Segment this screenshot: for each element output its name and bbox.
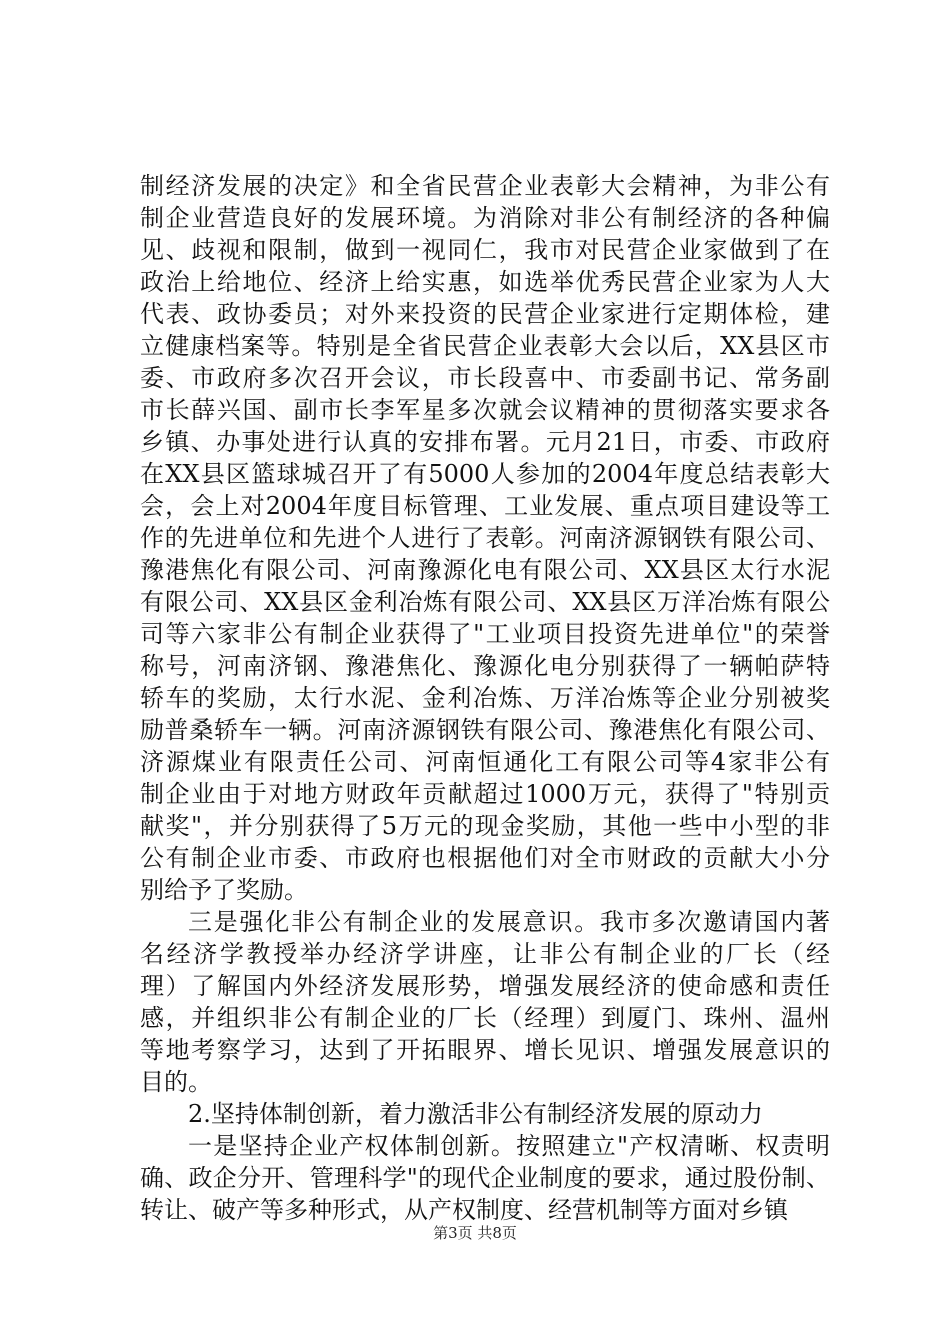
text-line: 有限公司、XX县区金利冶炼有限公司、XX县区万洋冶炼有限公 bbox=[140, 588, 830, 616]
text-line: 乡镇、办事处进行认真的安排布署。元月21日，市委、市政府 bbox=[140, 428, 830, 456]
text-line: 代表、政协委员；对外来投资的民营企业家进行定期体检，建 bbox=[140, 300, 830, 328]
text-line: 献奖"，并分别获得了5万元的现金奖励，其他一些中小型的非 bbox=[140, 812, 830, 840]
paragraph bbox=[140, 1130, 830, 1226]
text-line: 公有制企业市委、市政府也根据他们对全市财政的贡献大小分 bbox=[140, 844, 830, 872]
text-line: 立健康档案等。特别是全省民营企业表彰大会以后，XX县区市 bbox=[140, 332, 830, 360]
text-line: 豫港焦化有限公司、河南豫源化电有限公司、XX县区太行水泥 bbox=[140, 556, 830, 584]
text-line: 三是强化非公有制企业的发展意识。我市多次邀请国内著 bbox=[188, 908, 830, 936]
text-line: 理）了解国内外经济发展形势，增强发展经济的使命感和责任 bbox=[140, 972, 830, 1000]
paragraph bbox=[140, 170, 830, 906]
text-line: 转让、破产等多种形式，从产权制度、经营机制等方面对乡镇 bbox=[140, 1196, 788, 1224]
text-line: 一是坚持企业产权体制创新。按照建立"产权清晰、权责明 bbox=[188, 1132, 830, 1160]
text-line: 称号，河南济钢、豫港焦化、豫源化电分别获得了一辆帕萨特 bbox=[140, 652, 830, 680]
text-line: 确、政企分开、管理科学"的现代企业制度的要求，通过股份制、 bbox=[140, 1164, 830, 1192]
text-line: 作的先进单位和先进个人进行了表彰。河南济源钢铁有限公司、 bbox=[140, 524, 830, 552]
text-line: 见、歧视和限制，做到一视同仁，我市对民营企业家做到了在 bbox=[140, 236, 830, 264]
paragraph bbox=[140, 906, 830, 1098]
text-line: 制企业由于对地方财政年贡献超过1000万元，获得了"特别贡 bbox=[140, 780, 830, 808]
page-footer: 第3页 共8页 bbox=[433, 1224, 517, 1242]
text-line: 会，会上对2004年度目标管理、工业发展、重点项目建设等工 bbox=[140, 492, 830, 520]
text-line: 名经济学教授举办经济学讲座，让非公有制企业的厂长（经 bbox=[140, 940, 830, 968]
text-line: 济源煤业有限责任公司、河南恒通化工有限公司等4家非公有 bbox=[140, 748, 830, 776]
text-line: 目的。 bbox=[140, 1068, 212, 1096]
text-line: 2.坚持体制创新，着力激活非公有制经济发展的原动力 bbox=[188, 1100, 763, 1128]
text-line: 别给予了奖励。 bbox=[140, 876, 308, 904]
text-line: 委、市政府多次召开会议，市长段喜中、市委副书记、常务副 bbox=[140, 364, 830, 392]
body-text bbox=[140, 170, 830, 1226]
text-line: 制经济发展的决定》和全省民营企业表彰大会精神，为非公有 bbox=[140, 172, 830, 200]
text-line: 司等六家非公有制企业获得了"工业项目投资先进单位"的荣誉 bbox=[140, 620, 830, 648]
text-line: 政治上给地位、经济上给实惠，如选举优秀民营企业家为人大 bbox=[140, 268, 830, 296]
text-line: 励普桑轿车一辆。河南济源钢铁有限公司、豫港焦化有限公司、 bbox=[140, 716, 830, 744]
text-line: 感，并组织非公有制企业的厂长（经理）到厦门、珠州、温州 bbox=[140, 1004, 830, 1032]
paragraph bbox=[140, 1098, 830, 1130]
text-line: 在XX县区篮球城召开了有5000人参加的2004年度总结表彰大 bbox=[140, 460, 830, 488]
text-line: 市长薛兴国、副市长李军星多次就会议精神的贯彻落实要求各 bbox=[140, 396, 830, 424]
text-line: 轿车的奖励，太行水泥、金利冶炼、万洋冶炼等企业分别被奖 bbox=[140, 684, 830, 712]
text-line: 制企业营造良好的发展环境。为消除对非公有制经济的各种偏 bbox=[140, 204, 830, 232]
text-line: 等地考察学习，达到了开拓眼界、增长见识、增强发展意识的 bbox=[140, 1036, 830, 1064]
